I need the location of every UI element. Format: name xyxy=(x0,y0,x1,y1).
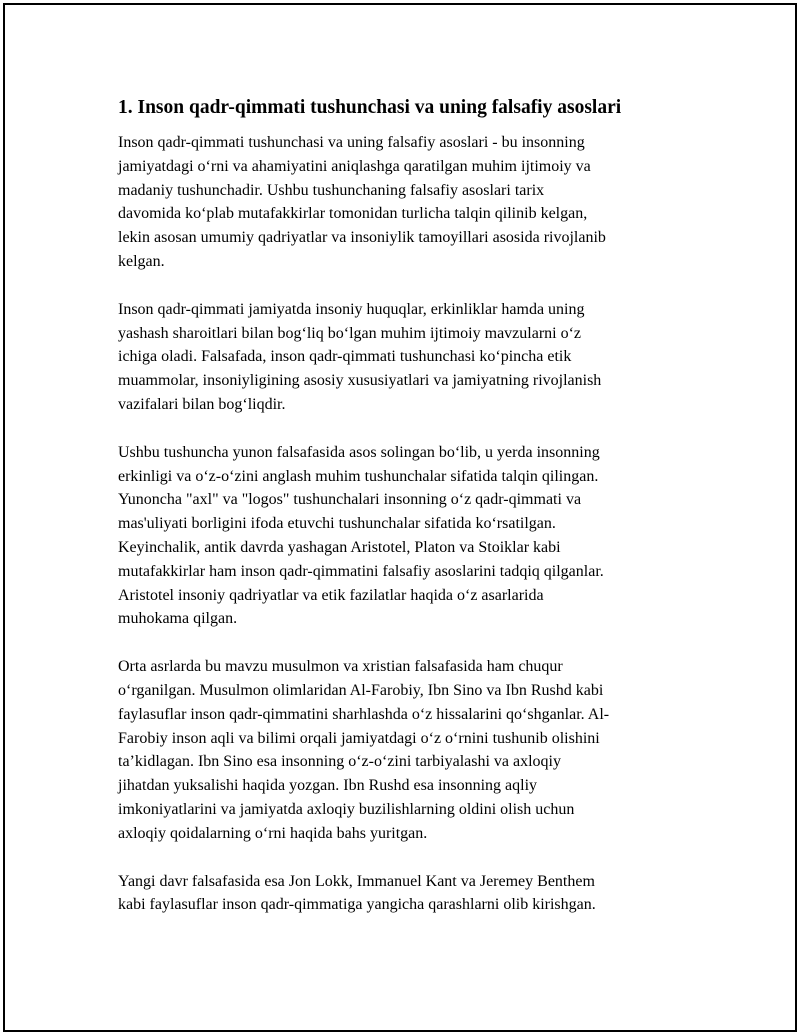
paragraph-5: Yangi davr falsafasida esa Jon Lokk, Immanuel Kant va Jeremey Benthem kabi faylasuflar inson qadr-qimmatiga yangicha qarashlarni olib kirishgan. xyxy=(118,872,596,914)
paragraph-3: Ushbu tushuncha yunon falsafasida asos solingan boʻlib, u yerda insonning erkinligi va oʻz-oʻzini anglash muhim tushunchalar sifatida talqin qilingan. Yunoncha "axl" va "logos" tushunchalari insonning oʻz qadr-qimmati va mas'uliyati borligini ifoda etuvchi tushunchalar sifatida koʻrsatilgan. Keyinchalik, antik davrda yashagan Aristotel, Platon va Stoiklar kabi mutafakkirlar ham inson qadr-qimmatini falsafiy asoslarini tadqiq qilganlar. Aristotel insoniy qadriyatlar va etik fazilatlar haqida oʻz asarlarida muhokama qilgan. xyxy=(118,443,604,628)
section-heading: 1. Inson qadr-qimmati tushunchasi va uning falsafiy asoslari xyxy=(118,97,622,118)
paragraph-1: Inson qadr-qimmati tushunchasi va uning falsafiy asoslari - bu insonning jamiyatdagi oʻrni va ahamiyatini aniqlashga qaratilgan muhim ijtimoiy va madaniy tushunchadir. Ushbu tushunchaning falsafiy asoslari tarix davomida koʻplab mutafakkirlar tomonidan turlicha talqin qilinib kelgan, lekin asosan umumiy qadriyatlar va insoniylik tamoyillari asosida rivojlanib kelgan. xyxy=(118,134,606,270)
paragraph-2: Inson qadr-qimmati jamiyatda insoniy huquqlar, erkinliklar hamda uning yashash sharoitlari bilan bogʻliq boʻlgan muhim ijtimoiy mavzularni oʻz ichiga oladi. Falsafada, inson qadr-qimmati tushunchasi koʻpincha etik muammolar, insoniyligining asosiy xususiyatlari va jamiyatning rivojlanish vazifalari bilan bogʻliqdir. xyxy=(118,300,602,413)
paragraph-4: Orta asrlarda bu mavzu musulmon va xristian falsafasida ham chuqur oʻrganilgan. Musulmon olimlaridan Al-Farobiy, Ibn Sino va Ibn Rushd kabi faylasuflar inson qadr-qimmatini sharhlashda oʻz hissalarini qoʻshganlar. Al- Farobiy inson aqli va bilimi orqali jamiyatdagi oʻz oʻrnini tushunib olishini ta’kidlagan. Ibn Sino esa insonning oʻz-oʻzini tarbiyalashi va axloqiy jihatdan yuksalishi haqida yozgan. Ibn Rushd esa insonning aqliy imkoniyatlarini va jamiyatda axloqiy buzilishlarning oldini olish uchun axloqiy qoidalarning oʻrni haqida bahs yuritgan. xyxy=(118,658,610,842)
document-body xyxy=(118,96,693,917)
